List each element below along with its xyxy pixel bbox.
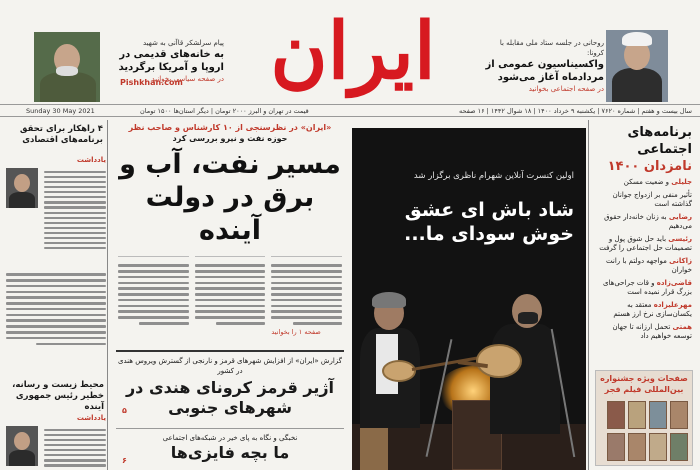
qaani-photo (34, 32, 100, 102)
note-label: یادداشت (76, 414, 106, 422)
story2-headline: آژیر قرمز کرونای هندی در شهرهای جنوبی (125, 378, 335, 417)
list-item[interactable] (595, 213, 692, 232)
candidate-text: مواجهه دولتم با رانت خواران (606, 256, 692, 274)
rouhani-photo (606, 30, 668, 102)
teaser-right-headline: واکسیناسیون عمومی از مردادماه آغاز می‌شود (485, 59, 604, 83)
list-item[interactable] (595, 279, 692, 298)
right-column-title-2[interactable]: نامزدان ۱۴۰۰ (607, 159, 692, 174)
issue-info-bar (0, 104, 700, 117)
opinion-note-1[interactable] (6, 156, 106, 266)
lead-headline[interactable]: مسیر نفت، آب و برق در دولت آینده (119, 149, 341, 246)
oud-icon (476, 344, 522, 378)
chair (360, 424, 388, 470)
lead-kicker (112, 122, 348, 133)
story-indian-covid[interactable] (116, 350, 344, 418)
read-more-link[interactable]: صفحه ۱ را بخوانید (271, 327, 321, 336)
concert-feature[interactable] (352, 128, 586, 470)
story3-headline: ما بچه فایزی‌ها (170, 443, 290, 462)
list-item[interactable] (595, 235, 692, 254)
text-column (195, 256, 266, 346)
left-column (2, 120, 108, 470)
list-item[interactable] (595, 257, 692, 276)
author-photo (6, 426, 38, 466)
teaser-left-sub: در صفحه سیاسی بخوانید (151, 75, 224, 83)
candidate-text: و قات جراحی‌های بزرگ قرار نمیده است (603, 278, 692, 296)
candidate-text: معتقد به یکسان‌سازی نرخ ارز هستم (613, 300, 692, 318)
list-item[interactable] (595, 323, 692, 342)
lead-kicker-text: «ایران» در نظرسنجی از ۱۰ کارشناس و صاحب نظر (128, 123, 332, 132)
note-text (44, 168, 106, 252)
story3-page-number: ۶ (122, 456, 127, 465)
fajr-festival-promo[interactable] (595, 370, 693, 466)
lead-body-text (118, 256, 342, 346)
candidate-text: تحمل ارزانه تا جهان توسعه خواهیم داد (612, 322, 692, 340)
promo-title: صفحات ویژه جشنواره بین‌المللی فیلم فجر (600, 374, 688, 394)
candidate-text: و ضعیت مسکن (623, 178, 670, 186)
center-column (112, 120, 348, 470)
teaser-left-kicker: پیام سرلشکر قاآنی به شهید (142, 39, 224, 47)
candidate-name: رئیسی (668, 234, 692, 243)
candidate-name: قاضی‌زاده (656, 278, 692, 287)
candidate-name: جلیلی (671, 178, 692, 186)
right-column-title[interactable]: برنامه‌های اجتماعی (627, 125, 692, 157)
opinion-note-2[interactable] (6, 414, 106, 470)
story2-page-number: ۵ (122, 406, 127, 415)
text-column (271, 256, 342, 346)
teaser-right[interactable] (482, 38, 604, 94)
story-fayezi[interactable] (116, 428, 344, 463)
text-column (118, 256, 189, 346)
site-watermark: Pishkhan.com (120, 78, 183, 87)
candidate-name: مهرعلیزاده (653, 300, 692, 309)
note-text (44, 426, 106, 470)
left-column-headline-2[interactable]: محیط زیست و رسانه، خطیر رئیس جمهوری آینده (12, 380, 104, 412)
promo-image (602, 401, 688, 461)
candidate-text: به زنان خانه‌دار حقوق می‌دهیم (604, 212, 692, 230)
left-column-title[interactable]: ۴ راهکار برای تحقق برنامه‌های اقتصادی (19, 124, 103, 145)
story3-kicker: نخبگی و نگاه به پای خیر در شبکه‌های اجتماعی (162, 434, 298, 442)
right-column (588, 120, 698, 470)
candidate-text: باید حل شوق پول و تصمیمات حل اجتماعی را گرفت (599, 234, 692, 252)
lead-kicker-2: حوزه نفت و نیرو بررسی کرد (172, 134, 288, 143)
list-item[interactable] (595, 301, 692, 320)
concert-headline: شاد باش ای عشق خوش سودای ما... (404, 199, 574, 245)
concert-kicker: اولین کنسرت آنلاین شهرام ناظری برگزار شد (413, 171, 574, 181)
opinion-note-text (6, 270, 106, 350)
newspaper-logo[interactable]: ایران (270, 6, 436, 97)
list-item[interactable] (595, 178, 692, 188)
candidate-name: زاکانی (669, 256, 692, 265)
issue-number: سال بیست و هفتم | شماره ۷۶۲۰ | یکشنبه ۹ خرداد ۱۴۰۰ | ۱۸ شوال ۱۴۴۲ | ۱۶ صفحه (459, 107, 692, 115)
setar-icon (382, 360, 416, 382)
teaser-right-sub: در صفحه اجتماعی بخوانید (528, 85, 604, 93)
musician-right (490, 324, 560, 434)
note-label: یادداشت (76, 156, 106, 164)
issue-date-en: Sunday 30 May 2021 (26, 107, 95, 115)
masthead (0, 0, 700, 104)
teaser-left-headline: به خانه‌های قدیمی در اروپا و آمریکا برگردید (118, 49, 224, 73)
candidate-name: رضایی (668, 212, 692, 221)
candidate-name: همتی (672, 322, 692, 331)
candidate-text: تأثیر منفی بر ازدواج جوانان گذاشته است (612, 190, 692, 208)
author-photo (6, 168, 38, 208)
story2-kicker: گزارش «ایران» از افزایش شهرهای قرمز و نارنجی از گسترش ویروس هندی در کشور (118, 357, 342, 375)
list-item[interactable] (595, 191, 692, 210)
teaser-right-kicker: روحانی در جلسه ستاد ملی مقابله با کرونا: (499, 39, 604, 57)
issue-price: قیمت در تهران و البرز ۲۰۰۰ تومان | دیگر استان‌ها ۱۵۰۰ تومان (140, 107, 309, 115)
